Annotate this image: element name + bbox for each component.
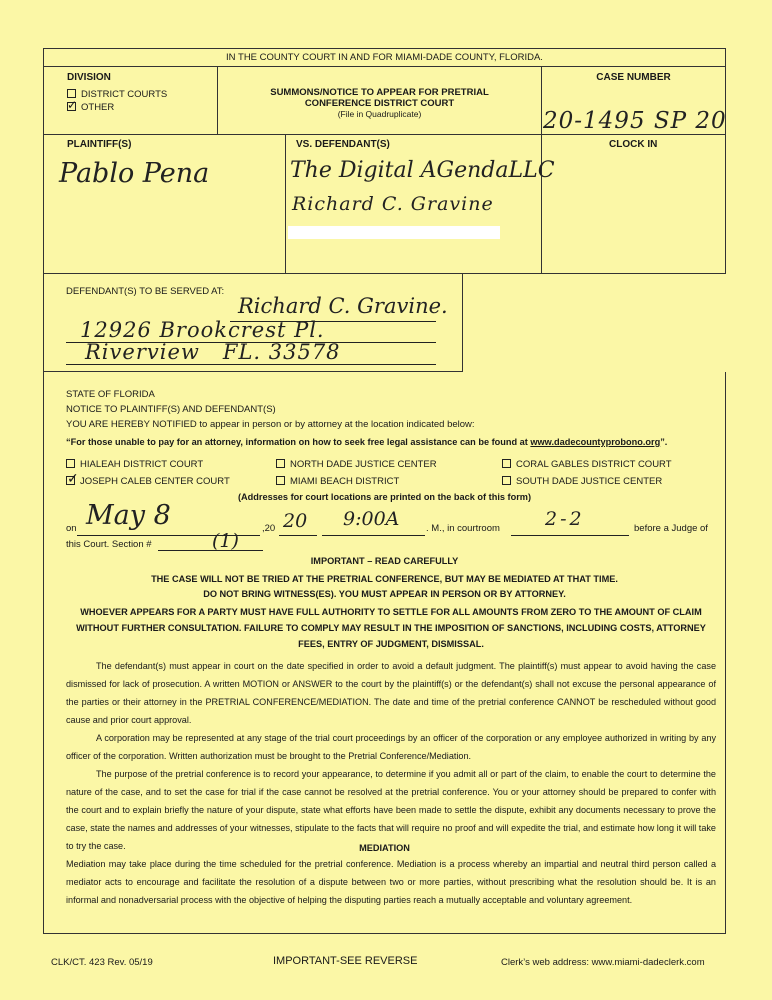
courtroom-value: 2-2 [545, 508, 585, 530]
clerk-web-address: Clerk’s web address: www.miami-dadeclerk.com [501, 957, 705, 968]
plaintiff-label: PLAINTIFF(S) [67, 139, 132, 150]
mediation-text: Mediation may take place during the time scheduled for the pretrial conference. Mediation is a process whereby an impartial and neutral third person called a mediator acts to encourage and facilitate the resolution of a dispute between two or more parties, without prescribing what the resolution should be. It is an informal and nonadversarial process with the objective of helping the disputing parties reach a mutually acceptable and voluntary agreement. [66, 859, 716, 905]
appearance-date: May 8 [86, 500, 171, 531]
served-street: 12926 Brookcrest Pl. [80, 318, 325, 342]
free-legal-text: “For those unable to pay for an attorney, information on how to seek free legal assistance can be found at www.dadecountyprobono.org”. [66, 437, 668, 447]
plaintiff-name: Pablo Pena [59, 158, 210, 189]
division-label: DIVISION [67, 72, 111, 83]
paragraph-purpose: The purpose of the pretrial conference is to record your appearance, to determine if you admit all or part of the claim, to enable the court to determine the nature of the case, and to set the case for trial if the case cannot be resolved at the pretrial conference. You or your attorney should be prepared to confer with the court and to explain briefly the nature of your dispute, state what efforts have been made to settle the dispute, exhibit any documents necessary to prove the case, state the names and addresses of your witnesses, stipulate to the facts that will require no proof and will expedite the trial, and estimate how long it will take to try the case. [66, 769, 716, 851]
year-line [279, 535, 317, 536]
case-number-label: CASE NUMBER [596, 72, 671, 83]
appearance-time: 9:00A [343, 508, 400, 530]
location-hialeah[interactable]: HIALEAH DISTRICT COURT [66, 459, 203, 470]
check-mark-icon: ✓ [67, 98, 78, 112]
check-mark-icon: ✓ [67, 470, 79, 486]
clock-in-label: CLOCK IN [609, 139, 658, 150]
location-joseph-caleb[interactable]: ✓ JOSEPH CALEB CENTER COURT [67, 470, 230, 487]
location-coral-gables[interactable]: CORAL GABLES DISTRICT COURT [502, 459, 672, 470]
footer-important: IMPORTANT-SEE REVERSE [273, 955, 418, 967]
form-id: CLK/CT. 423 Rev. 05/19 [51, 957, 153, 968]
before-judge-text: before a Judge of [634, 523, 708, 534]
location-north-dade[interactable]: NORTH DADE JUSTICE CENTER [276, 459, 437, 470]
location-south-dade[interactable]: SOUTH DADE JUSTICE CENTER [502, 476, 662, 487]
section-line [158, 550, 263, 551]
paragraph-default: The defendant(s) must appear in court on the date specified in order to avoid a default judgment. The plaintiff(s) must appear to avoid having the case dismissed for lack of prosecution. A written MOTION or ANSWER to the court by the plaintiff(s) or the defendant(s) shall not excuse the personal appearance of the parties or their attorney in the PRETRIAL CONFERENCE/MEDIATION. The date and time of the pretrial conference CANNOT be rescheduled without good cause and prior court approval. [66, 661, 716, 725]
important-line-2: DO NOT BRING WITNESS(ES). YOU MUST APPEAR IN PERSON OR BY ATTORNEY. [203, 589, 566, 599]
section-value: (1) [212, 530, 239, 552]
year-prefix: ,20 [262, 523, 276, 534]
notice-to-parties: NOTICE TO PLAINTIFF(S) AND DEFENDANT(S) [66, 404, 276, 415]
state-of-florida: STATE OF FLORIDA [66, 389, 155, 400]
joseph-caleb-checkbox[interactable] [66, 470, 79, 486]
served-line-3 [66, 364, 436, 365]
other-checkbox[interactable] [67, 98, 78, 112]
important-line-1: THE CASE WILL NOT BE TRIED AT THE PRETRIAL CONFERENCE, BUT MAY BE MEDIATED AT THAT TIME. [151, 574, 618, 584]
form-title: SUMMONS/NOTICE TO APPEAR FOR PRETRIAL CONFERENCE DISTRICT COURT (File in Quadruplicate) [270, 87, 489, 119]
north-dade-checkbox[interactable] [276, 459, 285, 468]
plaintiff-box [43, 134, 286, 274]
time-line [322, 535, 425, 536]
hialeah-checkbox[interactable] [66, 459, 75, 468]
mediation-heading: MEDIATION [359, 843, 410, 853]
served-at-label: DEFENDANT(S) TO BE SERVED AT: [66, 286, 225, 297]
section-label: this Court. Section # [66, 539, 152, 550]
division-option-district[interactable]: DISTRICT COURTS [67, 89, 167, 100]
on-label: on [66, 523, 77, 534]
clock-in-box [541, 134, 726, 274]
defendant-line1: The Digital AGendaLLC [290, 158, 555, 183]
coral-gables-checkbox[interactable] [502, 459, 511, 468]
paragraph-corporation: A corporation may be represented at any stage of the trial court proceedings by an officer of the corporation or any employee authorized in writing by any officer of the corporation. Written authorization must be brought to the Pretrial Conference/Mediation. [66, 733, 716, 761]
case-number-value: 20-1495 SP 20 [543, 108, 727, 134]
probono-link[interactable]: www.dadecountyprobono.org [530, 437, 661, 447]
appearance-year: 20 [283, 510, 308, 532]
important-line-3: WHOEVER APPEARS FOR A PARTY MUST HAVE FULL AUTHORITY TO SETTLE FOR ALL AMOUNTS FROM ZERO TO THE AMOUNT OF CLAIM WITHOUT FURTHER CONSULTATION. FAILURE TO COMPLY MAY RESULT IN THE IMPOSITION OF SANCTIONS, INCLUDING COSTS, ATTORNEY FEES, ENTRY OF JUDGMENT, DISMISSAL. [76, 607, 706, 649]
location-miami-beach[interactable]: MIAMI BEACH DISTRICT [276, 476, 399, 487]
defendant-line2: Richard C. Gravine [292, 193, 494, 215]
division-option-other[interactable]: ✓ OTHER [67, 98, 115, 113]
south-dade-checkbox[interactable] [502, 476, 511, 485]
redaction-bar [288, 226, 500, 239]
important-heading: IMPORTANT – READ CAREFULLY [310, 556, 459, 566]
court-header: IN THE COUNTY COURT IN AND FOR MIAMI-DADE COUNTY, FLORIDA. [226, 52, 543, 63]
district-courts-checkbox[interactable] [67, 89, 76, 98]
m-courtroom-text: . M., in courtroom [426, 523, 500, 534]
notified-text: YOU ARE HEREBY NOTIFIED to appear in person or by attorney at the location indicated below: [66, 419, 475, 430]
courtroom-line [511, 535, 629, 536]
locations-note: (Addresses for court locations are printed on the back of this form) [237, 492, 532, 502]
served-name: Richard C. Gravine. [238, 294, 448, 318]
miami-beach-checkbox[interactable] [276, 476, 285, 485]
defendant-label: VS. DEFENDANT(S) [296, 139, 390, 150]
served-city: Riverview FL. 33578 [85, 340, 341, 364]
